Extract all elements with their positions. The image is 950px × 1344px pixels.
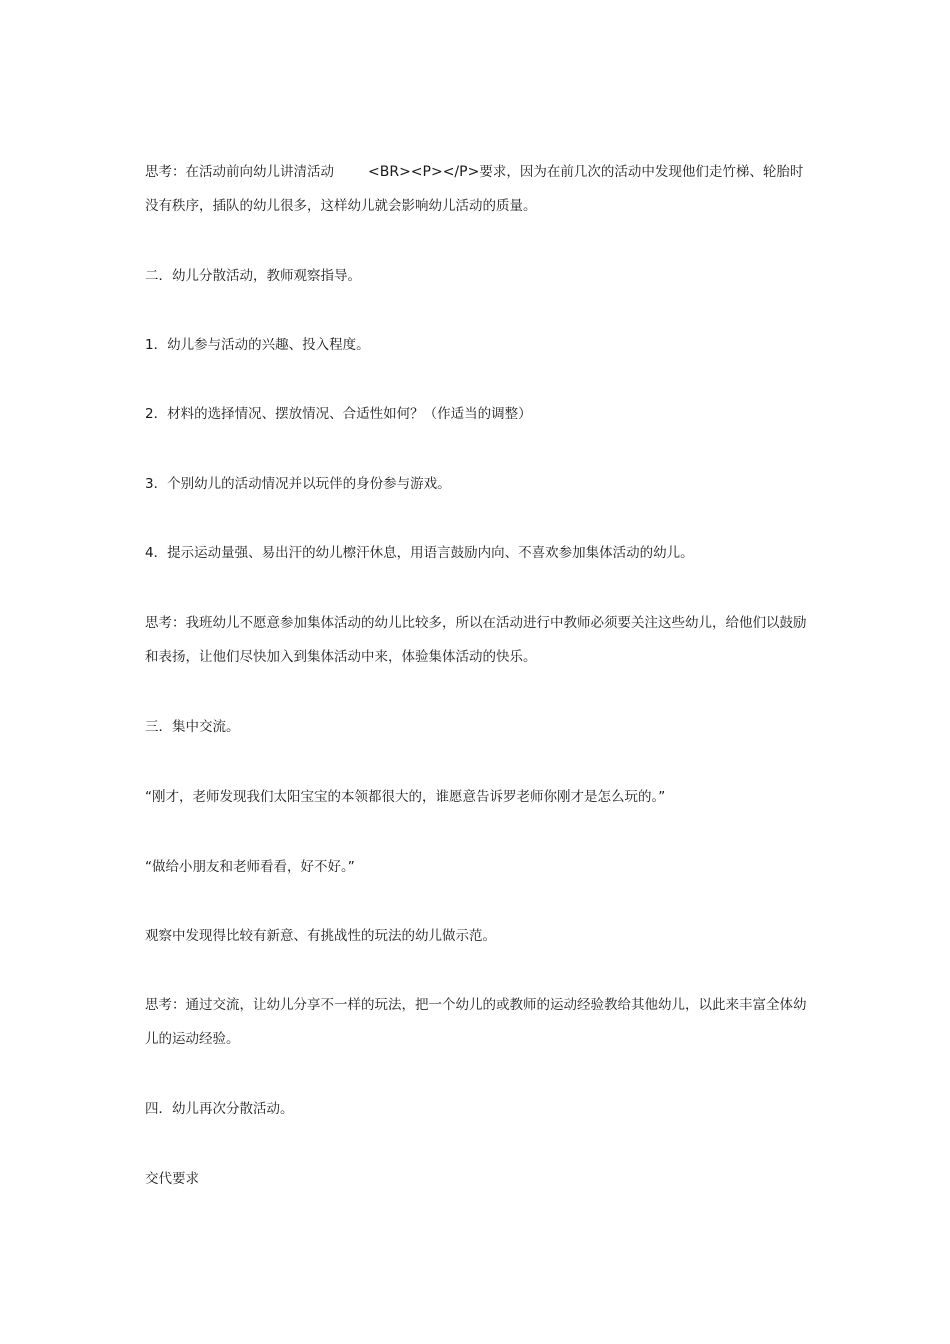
inline-tag-text: <BR><P></P> — [368, 164, 480, 180]
list-item-4: 4．提示运动量强、易出汗的幼儿檫汗休息，用语言鼓励内向、不喜欢参加集体活动的幼儿。 — [145, 545, 694, 561]
list-item-3: 3．个别幼儿的活动情况并以玩伴的身份参与游戏。 — [145, 476, 451, 492]
quote-2: “做给小朋友和老师看看，好不好。” — [145, 859, 355, 875]
section-heading-3: 三．集中交流。 — [145, 719, 240, 735]
paragraph-text: 思考：在活动前向幼儿讲清活动 — [145, 164, 334, 180]
list-item-2: 2．材料的选择情况、摆放情况、合适性如何？（作适当的调整） — [145, 406, 532, 422]
paragraph-observation: 观察中发现得比较有新意、有挑战性的玩法的幼儿做示范。 — [145, 928, 496, 944]
paragraph-reflection-1 — [145, 155, 810, 223]
section-heading-2: 二．幼儿分散活动，教师观察指导。 — [145, 268, 361, 284]
paragraph-requirements: 交代要求 — [145, 1171, 199, 1187]
section-heading-4: 四．幼儿再次分散活动。 — [145, 1101, 294, 1117]
list-item-1: 1．幼儿参与活动的兴趣、投入程度。 — [145, 337, 370, 353]
paragraph-text: 要求，因为在前几次的活动中发现他们走竹梯、轮胎时没有秩序，插队的幼儿很多，这样幼儿就会影响幼儿活动的质量。 — [145, 164, 804, 214]
paragraph-reflection-3: 思考：通过交流，让幼儿分享不一样的玩法，把一个幼儿的或教师的运动经验教给其他幼儿，以此来丰富全体幼儿的运动经验。 — [145, 997, 807, 1047]
quote-1: “刚才，老师发现我们太阳宝宝的本领都很大的，谁愿意告诉罗老师你刚才是怎么玩的。” — [145, 789, 666, 805]
paragraph-reflection-2: 思考：我班幼儿不愿意参加集体活动的幼儿比较多，所以在活动进行中教师必须要关注这些幼儿，给他们以鼓励和表扬，让他们尽快加入到集体活动中来，体验集体活动的快乐。 — [145, 615, 807, 665]
